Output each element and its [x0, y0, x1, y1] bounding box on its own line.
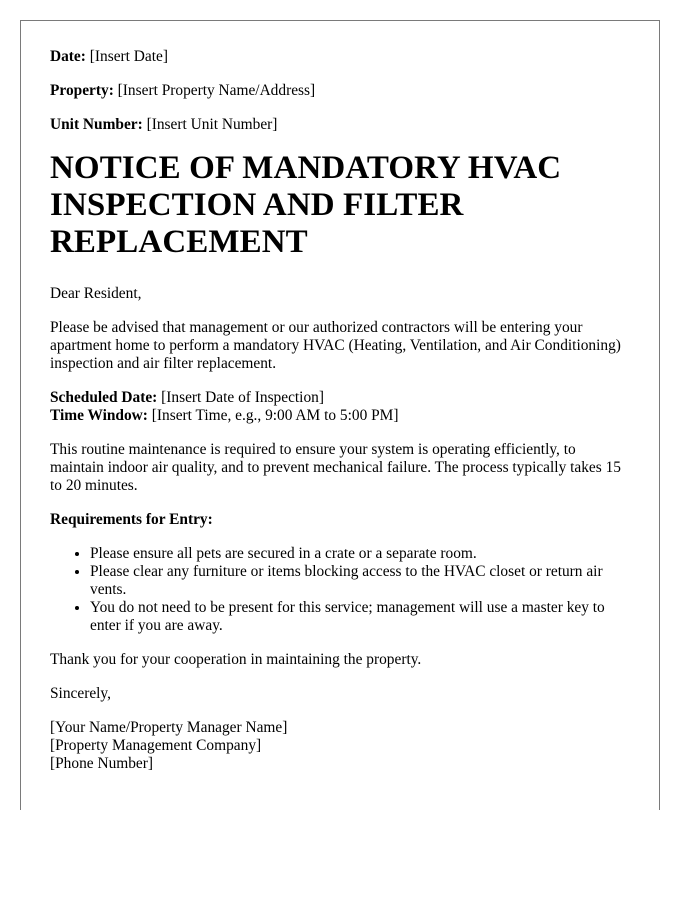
requirements-list — [50, 545, 630, 635]
time-window-label: Time Window: — [50, 407, 148, 424]
schedule-block — [50, 389, 630, 425]
scheduled-date-label: Scheduled Date: — [50, 389, 158, 406]
unit-value: [Insert Unit Number] — [142, 116, 278, 133]
signature-phone: [Phone Number] — [50, 755, 154, 772]
date-label: Date: — [50, 48, 86, 65]
property-label: Property: — [50, 82, 114, 99]
intro-paragraph: Please be advised that management or our authorized contractors will be entering your apartment home to perform a mandatory HVAC (Heating, Ventilation, and Air Conditioning) inspection and air filter replacement. — [50, 319, 621, 372]
notice-title: NOTICE OF MANDATORY HVAC INSPECTION AND FILTER REPLACEMENT — [50, 150, 562, 260]
signature-name: [Your Name/Property Manager Name] — [50, 719, 288, 736]
scheduled-date-line — [50, 389, 630, 407]
requirement-item: • Please ensure all pets are secured in a crate or a separate room. — [90, 545, 630, 563]
greeting: Dear Resident, — [50, 285, 142, 302]
thanks-paragraph: Thank you for your cooperation in maintaining the property. — [50, 651, 422, 668]
date-value: [Insert Date] — [85, 48, 168, 65]
requirement-item: • You do not need to be present for this service; management will use a master key to enter if you are away. — [90, 599, 630, 635]
date-line — [50, 48, 630, 66]
time-window-line — [50, 407, 630, 425]
unit-line — [50, 116, 630, 134]
scheduled-date-value: [Insert Date of Inspection] — [157, 389, 324, 406]
property-line — [50, 82, 630, 100]
unit-label: Unit Number: — [50, 116, 143, 133]
requirement-item: • Please clear any furniture or items blocking access to the HVAC closet or return air vents. — [90, 563, 630, 599]
signature-block — [50, 719, 630, 773]
requirements-heading: Requirements for Entry: — [50, 511, 213, 528]
maintenance-paragraph: This routine maintenance is required to ensure your system is operating efficiently, to maintain indoor air quality, and to prevent mechanical failure. The process typically takes 15 to 20 minutes. — [50, 441, 621, 494]
signature-company: [Property Management Company] — [50, 737, 262, 754]
time-window-value: [Insert Time, e.g., 9:00 AM to 5:00 PM] — [147, 407, 399, 424]
property-value: [Insert Property Name/Address] — [113, 82, 316, 99]
notice-document — [20, 20, 660, 810]
closing: Sincerely, — [50, 685, 111, 702]
